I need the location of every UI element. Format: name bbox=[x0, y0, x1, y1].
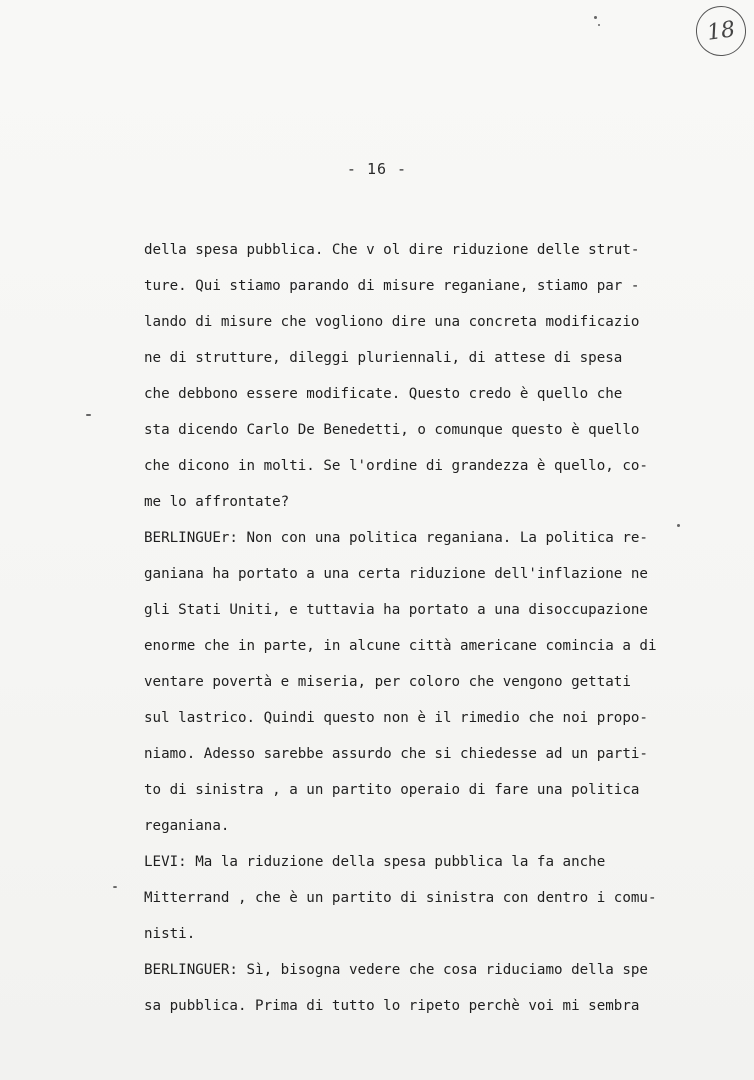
text-line: gli Stati Uniti, e tuttavia ha portato a una disoccupazione bbox=[144, 602, 648, 618]
transcript-body bbox=[144, 232, 684, 1024]
archive-watermark bbox=[0, 985, 190, 1055]
text-line: sa pubblica. Prima di tutto lo ripeto perchè voi mi sembra bbox=[144, 998, 640, 1014]
text-line: ne di strutture, dileggi pluriennali, di attese di spesa bbox=[144, 350, 623, 366]
text-line: enorme che in parte, in alcune città americane comincia a di bbox=[144, 638, 657, 654]
scan-speck bbox=[677, 524, 680, 527]
scan-speck bbox=[86, 414, 91, 416]
text-line: ganiana ha portato a una certa riduzione dell'inflazione ne bbox=[144, 566, 648, 582]
scan-speck bbox=[594, 16, 597, 19]
text-line: LEVI: Ma la riduzione della spesa pubblica la fa anche bbox=[144, 854, 606, 870]
text-line: reganiana. bbox=[144, 818, 230, 834]
text-line: to di sinistra , a un partito operaio di fare una politica bbox=[144, 782, 640, 798]
text-line: BERLINGUEr: Non con una politica reganiana. La politica re- bbox=[144, 530, 648, 546]
text-line: che debbono essere modificate. Questo credo è quello che bbox=[144, 386, 623, 402]
text-line: ture. Qui stiamo parando di misure reganiane, stiamo par - bbox=[144, 278, 640, 294]
text-line: che dicono in molti. Se l'ordine di grandezza è quello, co- bbox=[144, 458, 648, 474]
text-line: della spesa pubblica. Che v ol dire riduzione delle strut- bbox=[144, 242, 640, 258]
scan-speck bbox=[113, 886, 117, 888]
text-line: BERLINGUER: Sì, bisogna vedere che cosa riduciamo della spe bbox=[144, 962, 648, 978]
text-line: lando di misure che vogliono dire una concreta modificazio bbox=[144, 314, 640, 330]
scan-speck bbox=[598, 24, 600, 26]
page-number: - 16 - bbox=[346, 160, 408, 178]
sheet-number-stamp: 18 bbox=[693, 3, 749, 59]
text-line: me lo affrontate? bbox=[144, 494, 290, 510]
text-line: niamo. Adesso sarebbe assurdo che si chiedesse ad un parti- bbox=[144, 746, 648, 762]
text-line: nisti. bbox=[144, 926, 196, 942]
text-line: ventare povertà e miseria, per coloro che vengono gettati bbox=[144, 674, 631, 690]
text-line: sul lastrico. Quindi questo non è il rimedio che noi propo- bbox=[144, 710, 648, 726]
text-line: sta dicendo Carlo De Benedetti, o comunque questo è quello bbox=[144, 422, 640, 438]
text-line: Mitterrand , che è un partito di sinistra con dentro i comu- bbox=[144, 890, 657, 906]
